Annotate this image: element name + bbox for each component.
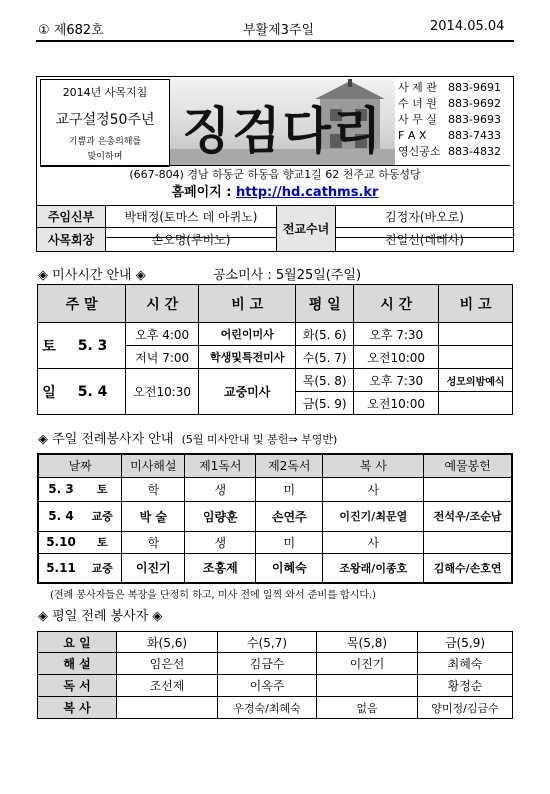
server-cell: 사 xyxy=(323,477,424,501)
col-day-label: 요 일 xyxy=(38,632,117,653)
homepage-label: 홈페이지 : xyxy=(171,185,237,200)
server-cell: 이진기 xyxy=(122,553,185,583)
server-day: 토 xyxy=(83,531,122,553)
sunday-servers-table xyxy=(37,453,513,584)
col-commentator: 미사해설 xyxy=(122,454,185,477)
guideline-line2: 맞이하며 xyxy=(87,152,123,162)
contact-label: 사 무 실 xyxy=(398,113,437,126)
contact-value: 883-9693 xyxy=(448,113,501,126)
col-offertory: 예물봉헌 xyxy=(424,454,512,477)
weekday-note: 성모의밤예식 xyxy=(439,369,513,392)
row-commentary-label: 해 설 xyxy=(38,653,117,675)
saturday-time-2: 저녁 7:00 xyxy=(126,346,199,369)
contact-list xyxy=(398,80,510,160)
masthead-title-image xyxy=(170,79,395,165)
server-cell: 조홍제 xyxy=(185,553,256,583)
col-friday: 금(5,9) xyxy=(418,632,513,653)
guideline-anniversary: 교구설정50주년 xyxy=(55,112,155,128)
col-time: 시 간 xyxy=(126,285,199,323)
mission-mass-notice: 공소미사 : 5월25일(주일) xyxy=(213,268,362,283)
server-cell: 미 xyxy=(256,477,323,501)
col-weekend: 주 말 xyxy=(38,285,126,323)
sunday-servers-subtitle: (5월 미사안내 및 봉헌⇒ 부영반) xyxy=(181,433,338,446)
server-cell xyxy=(424,477,512,501)
server-cell: 전석우/조순남 xyxy=(424,501,512,531)
weekday-day: 화(5. 6) xyxy=(296,323,354,346)
pastor-name: 박태정(토마스 데 아퀴노) xyxy=(106,206,277,228)
weekday-cell: 이진기 xyxy=(317,653,418,675)
col-time-weekday: 시 간 xyxy=(354,285,439,323)
contact-value: 883-4832 xyxy=(448,145,501,158)
contact-label: F A X xyxy=(398,129,427,142)
liturgical-week: 부활제3주일 xyxy=(243,23,315,38)
sister-name-2: 진일선(데레사) xyxy=(336,228,514,252)
mass-section-title: ◈ 미사시간 안내 ◈ xyxy=(38,268,146,283)
staff-table xyxy=(36,205,514,252)
server-cell: 이혜숙 xyxy=(256,553,323,583)
server-cell: 박 술 xyxy=(122,501,185,531)
weekday-time: 오후 7:30 xyxy=(354,369,439,392)
server-date: 5.11 xyxy=(38,553,83,583)
weekday-note xyxy=(439,346,513,369)
homepage-link[interactable]: http://hd.cathms.kr xyxy=(236,185,379,200)
council-name: 손오명(루비노) xyxy=(106,228,277,252)
row-reading-label: 독 서 xyxy=(38,675,117,697)
weekday-cell: 없음 xyxy=(317,697,418,719)
pastor-label: 주임신부 xyxy=(37,206,106,228)
contact-value: 883-7433 xyxy=(448,129,501,142)
col-reading-1: 제1독서 xyxy=(185,454,256,477)
contact-label: 영신공소 xyxy=(398,145,441,158)
weekday-cell xyxy=(317,675,418,697)
contact-fax xyxy=(398,128,510,144)
contact-rectory xyxy=(398,80,510,96)
saturday-date: 5. 3 xyxy=(60,323,126,369)
sunday-servers-title xyxy=(38,428,337,447)
weekday-note xyxy=(439,392,513,415)
weekday-cell: 김금수 xyxy=(218,653,317,675)
newsletter-title: 징검다리 xyxy=(182,101,384,160)
weekday-servers-table xyxy=(37,631,513,719)
server-cell: 김해수/손호연 xyxy=(424,553,512,583)
col-note-weekday: 비 고 xyxy=(439,285,513,323)
weekday-cell: 조선제 xyxy=(117,675,218,697)
server-cell: 손연주 xyxy=(256,501,323,531)
issue-number: ① 제682호 xyxy=(38,23,104,38)
servers-note: (전례 봉사자들은 복장을 단정히 하고, 미사 전에 일찍 와서 준비를 합시다.) xyxy=(50,590,377,601)
guideline-year: 2014년 사목지침 xyxy=(62,86,148,99)
server-day: 교중 xyxy=(83,553,122,583)
contact-office xyxy=(398,112,510,128)
server-cell: 임량훈 xyxy=(185,501,256,531)
weekday-cell: 우경숙/최혜숙 xyxy=(218,697,317,719)
contact-convent xyxy=(398,96,510,112)
col-wednesday: 수(5,7) xyxy=(218,632,317,653)
server-cell: 미 xyxy=(256,531,323,553)
mass-schedule-table xyxy=(37,284,513,415)
sunday-servers-heading: ◈ 주일 전례봉사자 안내 xyxy=(38,432,174,447)
saturday-time-1: 오후 4:00 xyxy=(126,323,199,346)
weekday-cell: 양미정/김금수 xyxy=(418,697,513,719)
header-rule xyxy=(36,40,514,42)
weekday-time: 오전10:00 xyxy=(354,392,439,415)
saturday-note-1: 어린이미사 xyxy=(199,323,296,346)
server-cell: 생 xyxy=(185,477,256,501)
col-altar-server: 복 사 xyxy=(323,454,424,477)
homepage-line xyxy=(40,183,510,203)
server-cell: 사 xyxy=(323,531,424,553)
server-cell xyxy=(424,531,512,553)
contact-value: 883-9691 xyxy=(448,81,501,94)
sunday-note: 교중미사 xyxy=(199,369,296,415)
col-weekday: 평 일 xyxy=(296,285,354,323)
col-date: 날짜 xyxy=(38,454,122,477)
col-note: 비 고 xyxy=(199,285,296,323)
server-date: 5. 4 xyxy=(38,501,83,531)
sister-name-1: 김정자(바오로) xyxy=(336,206,514,228)
weekday-cell xyxy=(117,697,218,719)
weekday-note xyxy=(439,323,513,346)
col-tuesday: 화(5,6) xyxy=(117,632,218,653)
server-date: 5.10 xyxy=(38,531,83,553)
weekday-cell: 이옥주 xyxy=(218,675,317,697)
server-cell: 조왕래/이종호 xyxy=(323,553,424,583)
weekday-time: 오후 7:30 xyxy=(354,323,439,346)
server-date: 5. 3 xyxy=(38,477,83,501)
saturday-label: 토 xyxy=(38,323,61,369)
pastoral-guideline-box xyxy=(40,79,170,167)
weekday-day: 수(5. 7) xyxy=(296,346,354,369)
server-cell: 생 xyxy=(185,531,256,553)
sunday-date: 5. 4 xyxy=(60,369,126,415)
issue-date: 2014.05.04 xyxy=(430,19,505,34)
col-reading-2: 제2독서 xyxy=(256,454,323,477)
server-cell: 학 xyxy=(122,531,185,553)
server-day: 교중 xyxy=(83,501,122,531)
server-day: 토 xyxy=(83,477,122,501)
contact-label: 수 녀 원 xyxy=(398,97,437,110)
council-label: 사목회장 xyxy=(37,228,106,252)
weekday-cell: 황정순 xyxy=(418,675,513,697)
weekday-time: 오전10:00 xyxy=(354,346,439,369)
church-address: (667-804) 경남 하동군 하동읍 향교1길 62 천주교 하동성당 xyxy=(40,165,510,184)
server-cell: 이진기/최문열 xyxy=(323,501,424,531)
weekday-servers-title: ◈ 평일 전례 봉사자 ◈ xyxy=(38,609,163,624)
guideline-line1: 기쁨과 은총의해를 xyxy=(68,137,142,147)
weekday-cell: 임은선 xyxy=(117,653,218,675)
row-altar-server-label: 복 사 xyxy=(38,697,117,719)
weekday-day: 목(5. 8) xyxy=(296,369,354,392)
server-cell: 학 xyxy=(122,477,185,501)
sunday-label: 일 xyxy=(38,369,61,415)
weekday-day: 금(5. 9) xyxy=(296,392,354,415)
contact-label: 사 제 관 xyxy=(398,81,437,94)
contact-value: 883-9692 xyxy=(448,97,501,110)
saturday-note-2: 학생및특전미사 xyxy=(199,346,296,369)
weekday-cell: 최혜숙 xyxy=(418,653,513,675)
sister-label: 전교수녀 xyxy=(277,206,336,252)
contact-mission xyxy=(398,144,510,160)
col-thursday: 목(5,8) xyxy=(317,632,418,653)
sunday-time: 오전10:30 xyxy=(126,369,199,415)
